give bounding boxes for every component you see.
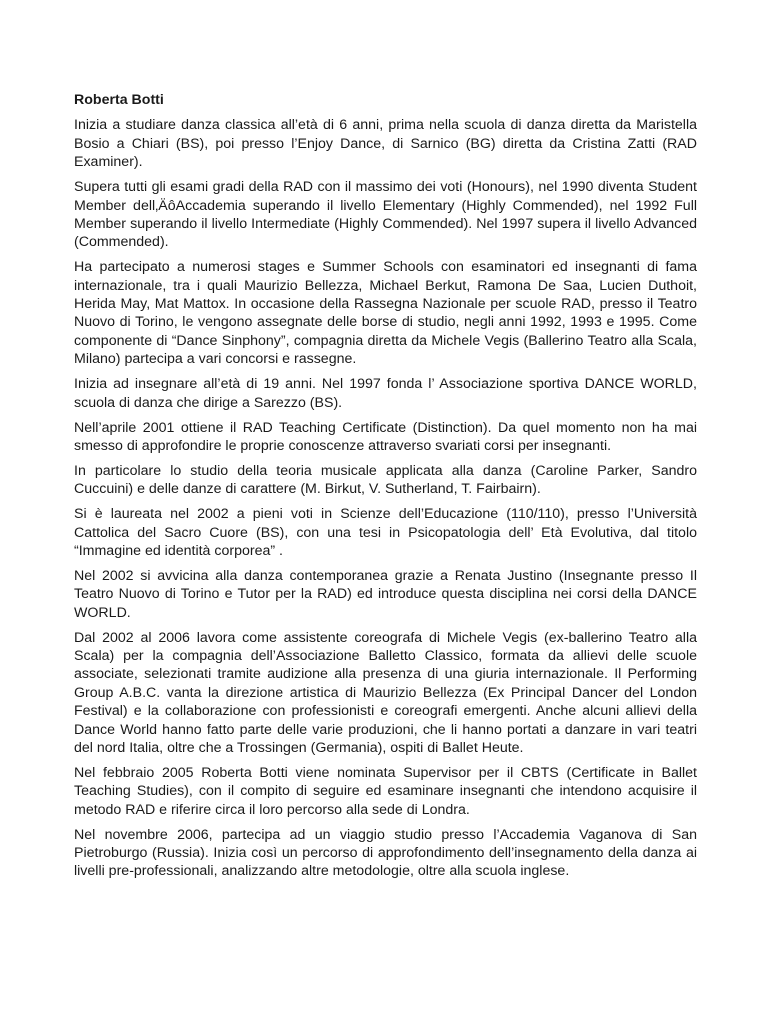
paragraph-stages: Ha partecipato a numerosi stages e Summer Schools con esaminatori ed insegnanti di fama internazionale, tra i quali Maurizio Bellezza, Michael Berkut, Ramona De Saa, Lucien Duthoit, Herida May, Mat Mattox. In occasione della Rassegna Nazionale per scuole RAD, presso il Teatro Nuovo di Torino, le vengono assegnate delle borse di studio, negli anni 1992, 1993 e 1995. Come componente di “Dance Sinphony”, compagnia diretta da Michele Vegis (Ballerino Teatro alla Scala, Milano) partecipa a vari concorsi e rassegne. (74, 259, 697, 368)
paragraph-contemporary-dance: Nel 2002 si avvicina alla danza contemporanea grazie a Renata Justino (Insegnante presso Il Teatro Nuovo di Torino e Tutor per la RAD) ed introduce questa disciplina nei corsi della DANCE WORLD. (74, 567, 697, 621)
paragraph-degree: Si è laureata nel 2002 a pieni voti in Scienze dell’Educazione (110/110), presso l’Università Cattolica del Sacro Cuore (BS), con una tesi in Psicopatologia dell’ Età Evolutiva, dal titolo “Immagine ed identità corporea” . (74, 506, 697, 559)
paragraph-early-training: Inizia a studiare danza classica all’età di 6 anni, prima nella scuola di danza diretta da Maristella Bosio a Chiari (BS), poi presso l’Enjoy Dance, di Sarnico (BG) diretta da Cristina Zatti (RAD Examiner). (74, 117, 697, 171)
paragraph-vaganova-study: Nel novembre 2006, partecipa ad un viaggio studio presso l’Accademia Vaganova di San Pietroburgo (Russia). Inizia così un percorso di approfondimento dell’insegnamento della danza ai livelli pre-professionali, analizzando altre metodologie, oltre alla scuola inglese. (74, 826, 697, 880)
paragraph-teaching-certificate: Nell’aprile 2001 ottiene il RAD Teaching Certificate (Distinction). Da quel momento non ha mai smesso di approfondire le proprie conoscenze attraverso svariati corsi per insegnanti. (74, 419, 697, 454)
paragraph-assistant-choreographer: Dal 2002 al 2006 lavora come assistente coreografa di Michele Vegis (ex-ballerino Teatro alla Scala) per la compagnia dell’Associazione Balletto Classico, formata da allievi delle scuole associate, selezionati tramite audizione alla presenza di una giuria internazionale. Il Performing Group A.B.C. vanta la direzione artistica di Maurizio Bellezza (Ex Principal Dancer del London Festival) e la collaborazione con professionisti e coreografi emergenti. Anche alcuni allievi della Dance World hanno fatto parte delle varie produzioni, che li hanno portati a danzare in vari teatri del nord Italia, oltre che a Trossingen (Germania), ospiti di Ballet Heute. (74, 629, 697, 756)
paragraph-teaching-start: Inizia ad insegnare all’età di 19 anni. Nel 1997 fonda l’ Associazione sportiva DANCE WORLD, scuola di danza che dirige a Sarezzo (BS). (74, 376, 697, 411)
document-title: Roberta Botti (74, 92, 164, 108)
document-page (74, 91, 697, 887)
paragraph-rad-exams: Supera tutti gli esami gradi della RAD con il massimo dei voti (Honours), nel 1990 diventa Student Member dell‚ÄôAccademia superando il livello Elementary (Highly Commended), nel 1992 Full Member superando il livello Intermediate (Highly Commended). Nel 1997 supera il livello Advanced (Commended). (74, 179, 697, 251)
paragraph-music-theory: In particolare lo studio della teoria musicale applicata alla danza (Caroline Parker, Sandro Cuccuini) e delle danze di carattere (M. Birkut, V. Sutherland, T. Fairbairn). (74, 462, 697, 498)
paragraph-cbts-supervisor: Nel febbraio 2005 Roberta Botti viene nominata Supervisor per il CBTS (Certificate in Ballet Teaching Studies), con il compito di seguire ed esaminare insegnanti che intendono acquisire il metodo RAD e riferire circa il loro percorso alla sede di Londra. (74, 764, 697, 818)
